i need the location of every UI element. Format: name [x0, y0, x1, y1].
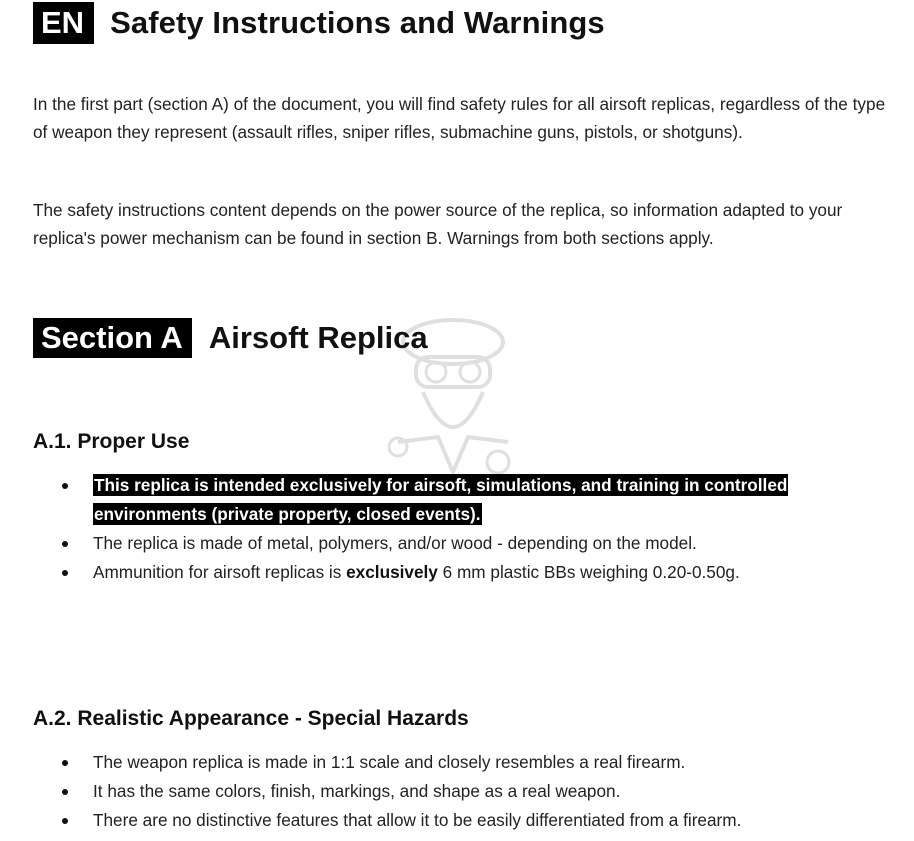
section-a-header: [33, 318, 428, 358]
list-item-text-end: 6 mm plastic BBs weighing 0.20-0.50g.: [437, 562, 740, 582]
bullet-icon: [62, 760, 68, 766]
bullet-list-a2: [60, 748, 850, 835]
bullet-icon: [62, 570, 68, 576]
list-item-text: There are no distinctive features that allow it to be easily differentiated from a firearm.: [93, 810, 742, 830]
language-badge: EN: [33, 2, 94, 44]
section-badge: Section A: [33, 318, 192, 358]
intro-paragraph-2: The safety instructions content depends on the power source of the replica, so information adapted to your replica's power mechanism can be found in section B. Warnings from both sections apply.: [33, 200, 843, 248]
document-header: [33, 2, 605, 44]
bullet-icon: [62, 818, 68, 824]
emphasis-text: exclusively: [346, 562, 438, 582]
list-item: [60, 806, 850, 835]
section-title: Airsoft Replica: [208, 320, 428, 355]
subheading-a1: A.1. Proper Use: [33, 430, 190, 453]
bullet-icon: [62, 789, 68, 795]
intro-paragraph-1: In the first part (section A) of the document, you will find safety rules for all airsoft replicas, regardless of the type of weapon they represent (assault rifles, sniper rifles, submachine guns, pistols, or shotguns).: [33, 94, 886, 142]
document-title: Safety Instructions and Warnings: [110, 5, 605, 40]
list-item-text: The weapon replica is made in 1:1 scale and closely resembles a real firearm.: [93, 752, 686, 772]
list-item: [60, 748, 850, 777]
highlighted-text: This replica is intended exclusively for airsoft, simulations, and training in controlled environments (private property, closed events).: [94, 475, 788, 524]
bullet-list-a1: [60, 471, 850, 587]
list-item-text-start: Ammunition for airsoft replicas is: [93, 562, 347, 582]
list-item: [60, 777, 850, 806]
bullet-icon: [62, 483, 68, 489]
list-item-text: It has the same colors, finish, markings, and shape as a real weapon.: [93, 781, 621, 801]
list-item-text: The replica is made of metal, polymers, and/or wood - depending on the model.: [93, 533, 697, 553]
subheading-a2: A.2. Realistic Appearance - Special Hazards: [33, 707, 469, 730]
list-item: [60, 471, 850, 529]
list-item: [60, 529, 850, 558]
list-item: [60, 558, 850, 587]
bullet-icon: [62, 541, 68, 547]
